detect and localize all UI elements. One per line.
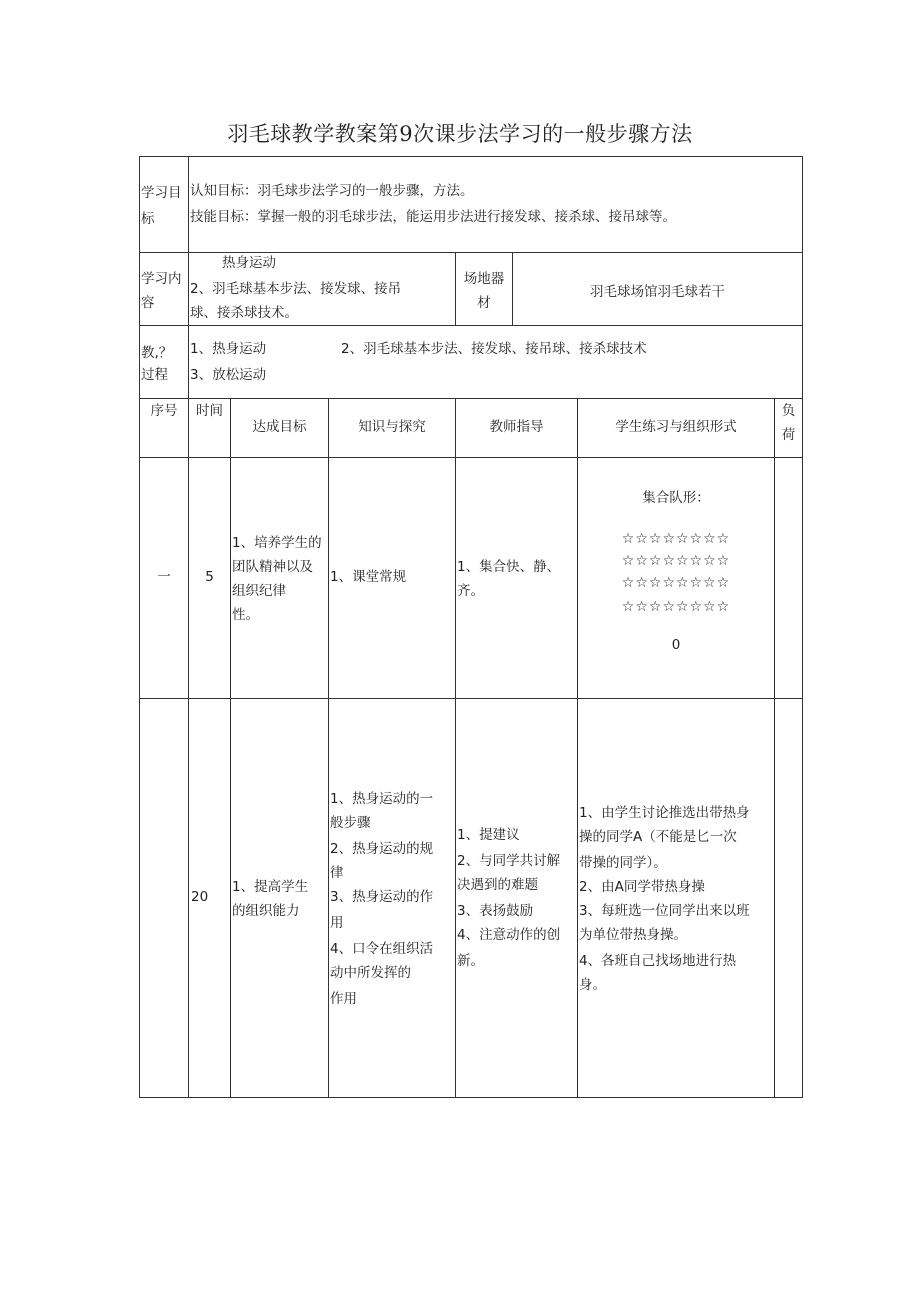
row2-teacher-line: 决遇到的难题 [457,877,538,893]
row2-teacher-line: 2、与同学共讨解 [457,853,561,869]
formation-stars-row: ☆☆☆☆☆☆☆☆ [621,531,731,547]
row2-student-line: 身。 [579,977,606,993]
row2-knowledge-line: 作用 [330,991,357,1007]
row1-goal-line: 组织纪律 [232,583,286,599]
process-item-2: 2、羽毛球基本步法、接发球、接吊球、接杀球技术 [341,341,647,357]
row2-knowledge-line: 动中所发挥的 [330,965,411,981]
row1-goal-line: 性。 [232,607,259,623]
process-label: 教,？ [141,345,173,361]
header-load: 负 [781,403,796,419]
goals-label-2: 标 [141,211,155,227]
content-label: 学习内 [141,271,182,287]
process-item-3: 3、放松运动 [190,367,267,383]
skill-goal: 技能目标：掌握一般的羽毛球步法，能运用步法进行接发球、接杀球、接吊球等。 [190,209,676,225]
header-knowledge: 知识与探究 [358,419,426,435]
row2-student-line: 为单位带热身操。 [579,927,687,943]
venue-label: 场地器 [463,271,505,287]
page-title: 羽毛球教学教案第9次课步法学习的一般步骤方法 [227,122,693,146]
row2-goal-line: 的组织能力 [232,903,300,919]
formation-stars-row: ☆☆☆☆☆☆☆☆ [621,575,731,591]
content-line-3: 球、接杀球技术。 [190,305,298,321]
row2-knowledge-line: 般步骤 [330,815,371,831]
process-item-1: 1、热身运动 [190,341,267,357]
header-time: 时间 [196,403,223,419]
row1-goal-line: 团队精神以及 [232,559,313,575]
content-line-2: 2、羽毛球基本步法、接发球、接吊 [190,281,402,297]
row2-student-line: 4、各班自己找场地进行热 [579,953,737,969]
process-label-2: 过程 [141,367,168,383]
row2-knowledge-line: 律 [330,865,344,881]
teacher-position-mark: 0 [671,637,681,653]
formation-stars-row: ☆☆☆☆☆☆☆☆ [621,553,731,569]
row2-teacher-line: 1、提建议 [457,827,520,843]
header-load-2: 荷 [781,427,796,443]
header-seq: 序号 [150,403,178,419]
header-goal: 达成目标 [252,419,307,435]
row1-teacher-line: 1、集合快、静、 [457,559,561,575]
row1-seq: 一 [157,569,171,585]
row2-student-line: 3、每班选一位同学出来以班 [579,903,750,919]
goals-label: 学习目 [141,185,182,201]
row1-time: 5 [205,569,214,585]
row2-knowledge-line: 4、口令在组织活 [330,941,434,957]
header-teacher: 教师指导 [489,419,544,435]
row1-knowledge: 1、课堂常规 [330,569,407,585]
row2-teacher-line: 3、表扬鼓励 [457,903,534,919]
row2-knowledge-line: 1、热身运动的一 [330,791,434,807]
row2-student-line: 操的同学A（不能是匕一次 [579,829,737,845]
row2-goal-line: 1、提高学生 [232,879,309,895]
venue-label-2: 材 [477,295,491,311]
venue-value: 羽毛球场馆羽毛球若干 [590,284,725,300]
row2-knowledge-line: 2、热身运动的规 [330,841,434,857]
content-line-1: 热身运动 [222,255,276,271]
row2-student-line: 1、由学生讨论推选出带热身 [579,805,750,821]
row2-teacher-line: 新。 [457,953,484,969]
row2-knowledge-line: 用 [330,915,344,931]
row2-knowledge-line: 3、热身运动的作 [330,889,434,905]
formation-stars-row: ☆☆☆☆☆☆☆☆ [621,599,731,615]
content-label-2: 容 [141,295,155,311]
row2-student-line: 2、由A同学带热身操 [579,879,705,895]
cognitive-goal: 认知目标：羽毛球步法学习的一般步骤，方法。 [190,183,474,199]
row2-student-line: 带操的同学）。 [579,855,667,871]
formation-title: 集合队形： [642,490,710,506]
header-student: 学生练习与组织形式 [615,419,737,435]
row2-teacher-line: 4、注意动作的创 [457,927,561,943]
row1-goal-line: 1、培养学生的 [232,535,322,551]
row1-teacher-line: 齐。 [457,583,484,599]
row2-time: 20 [191,889,209,905]
